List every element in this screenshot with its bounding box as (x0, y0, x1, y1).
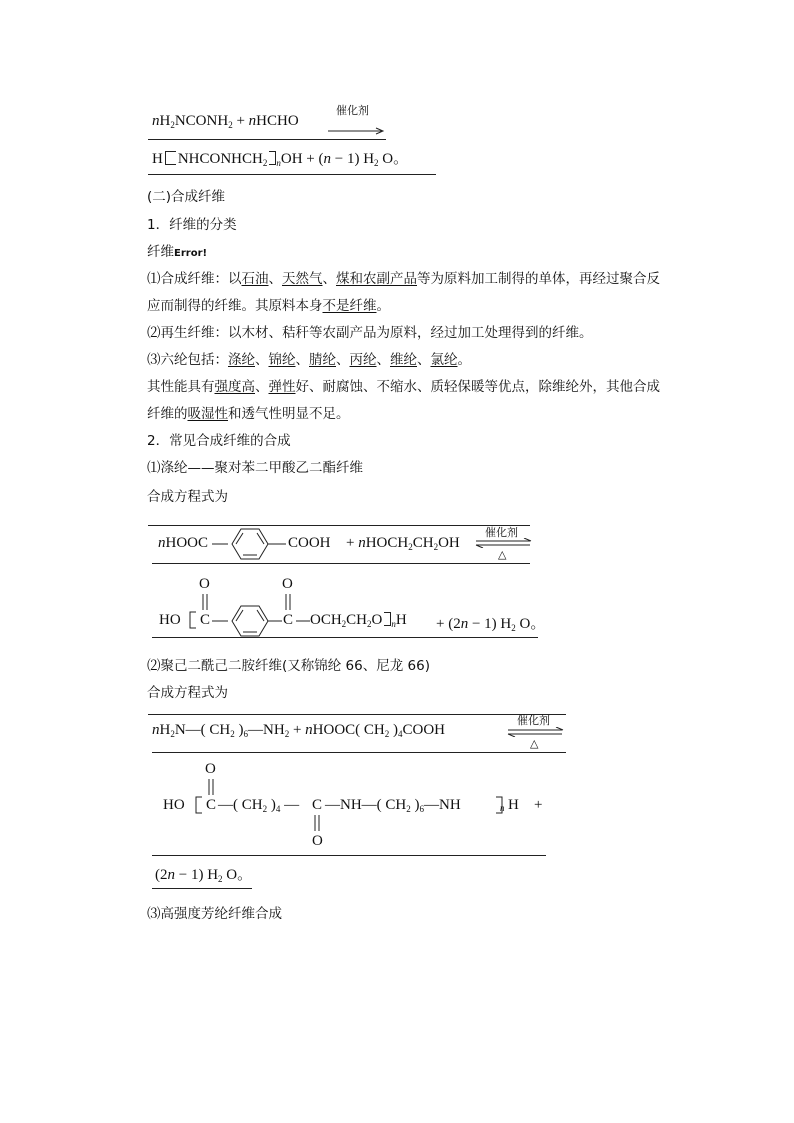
error-text: Error! (174, 248, 208, 259)
section-title: (二)合成纤维 (147, 189, 226, 205)
six-fibers: ⑶六纶包括：涤纶、锦纶、腈纶、丙纶、维纶、氯纶。 (147, 352, 471, 368)
pet-reactant-1: nHOOC (158, 535, 209, 551)
nylon-c1: C (206, 797, 217, 813)
pet-bottom-line (152, 637, 538, 638)
nylon-o-top: O (205, 761, 216, 777)
pet-c2: C (283, 612, 294, 628)
nylon-bottom-line (152, 855, 546, 856)
nylon-top-line (148, 714, 566, 715)
nylon-mid1: —( $CH_2$ )$_4$ — (218, 797, 300, 814)
urea-equation-products: H $NHCONHCH_2$ $_n$OH + (n − 1) $H_2$ O。 (152, 151, 409, 168)
nylon-c2: C (312, 797, 323, 813)
pet-o1: O (199, 576, 210, 592)
pet-product-chain: $OCH_2CH_2O$ $_n$H (310, 612, 407, 629)
subsection-title-2: 2．常见合成纤维的合成 (147, 433, 291, 449)
catalyst-label: 催化剂 (336, 104, 369, 117)
urea-equation-reactants: $nH_2NCONH_2$ + nHCHO (152, 113, 299, 130)
nylon-plus: + (534, 797, 543, 813)
nylon-mid2: —NH—( $CH_2$ )$_6—NH$ (325, 797, 461, 814)
nylon-heading: ⑵聚己二酰己二胺纤维(又称锦纶 66、尼龙 66) (147, 658, 430, 674)
fiber-label: 纤维Error! (147, 244, 208, 260)
pet-o2: O (282, 576, 293, 592)
nylon-heat: △ (530, 737, 539, 750)
pet-top-line (148, 525, 530, 526)
subsection-title-1: 1．纤维的分类 (147, 217, 237, 233)
reaction-arrow (328, 120, 384, 139)
reversible-arrow-icon (474, 538, 534, 548)
pet-ho: HO (159, 612, 181, 628)
properties-line2: 纤维的吸湿性和透气性明显不足。 (147, 406, 350, 422)
synthetic-fiber-line2: 应而制得的纤维。其原料本身不是纤维。 (147, 298, 390, 314)
pet-heat: △ (498, 548, 507, 561)
synthetic-fiber-line1: ⑴合成纤维：以石油、天然气、煤和农副产品等为原料加工制得的单体，再经过聚合反 (147, 271, 660, 287)
pet-catalyst: 催化剂 (485, 526, 518, 539)
pet-cooh: COOH (288, 535, 331, 551)
nylon-o-bottom: O (312, 833, 323, 849)
formula-label-2: 合成方程式为 (147, 685, 228, 701)
nylon-n: n (500, 803, 505, 813)
nylon-catalyst: 催化剂 (517, 714, 550, 727)
nylon-mid-line (152, 752, 566, 753)
pet-reactant-2: + $nHOCH_2CH_2OH$ (346, 535, 460, 552)
nylon-ho: HO (163, 797, 185, 813)
benzene-ring-icon (212, 526, 288, 562)
nylon-water-underline (152, 888, 252, 889)
nylon-water: (2n − 1) $H_2$ O。 (155, 867, 253, 884)
equation-underline (148, 174, 436, 175)
equation-divider (148, 139, 386, 140)
pet-mid-line (152, 563, 530, 564)
polyester-heading: ⑴涤纶——聚对苯二甲酸乙二酯纤维 (147, 460, 363, 476)
nylon-end-h: H (508, 797, 519, 813)
formula-label-1: 合成方程式为 (147, 489, 228, 505)
nylon-reactants: $nH_2N—$( $CH_2$ )$_6—NH_2$ + nHOOC( $CH_2$ )$_4COOH$ (152, 722, 446, 739)
pet-water: + (2n − 1) $H_2$ O。 (436, 616, 546, 633)
properties-line1: 其性能具有强度高、弹性好、耐腐蚀、不缩水、质轻保暖等优点，除维纶外，其他合成 (147, 379, 660, 395)
pet-c1: C (200, 612, 211, 628)
aramid-heading: ⑶高强度芳纶纤维合成 (147, 906, 282, 922)
nylon-reversible-arrow-icon (506, 727, 566, 737)
regenerated-fiber: ⑵再生纤维：以木材、秸秆等农副产品为原料，经过加工处理得到的纤维。 (147, 325, 593, 341)
